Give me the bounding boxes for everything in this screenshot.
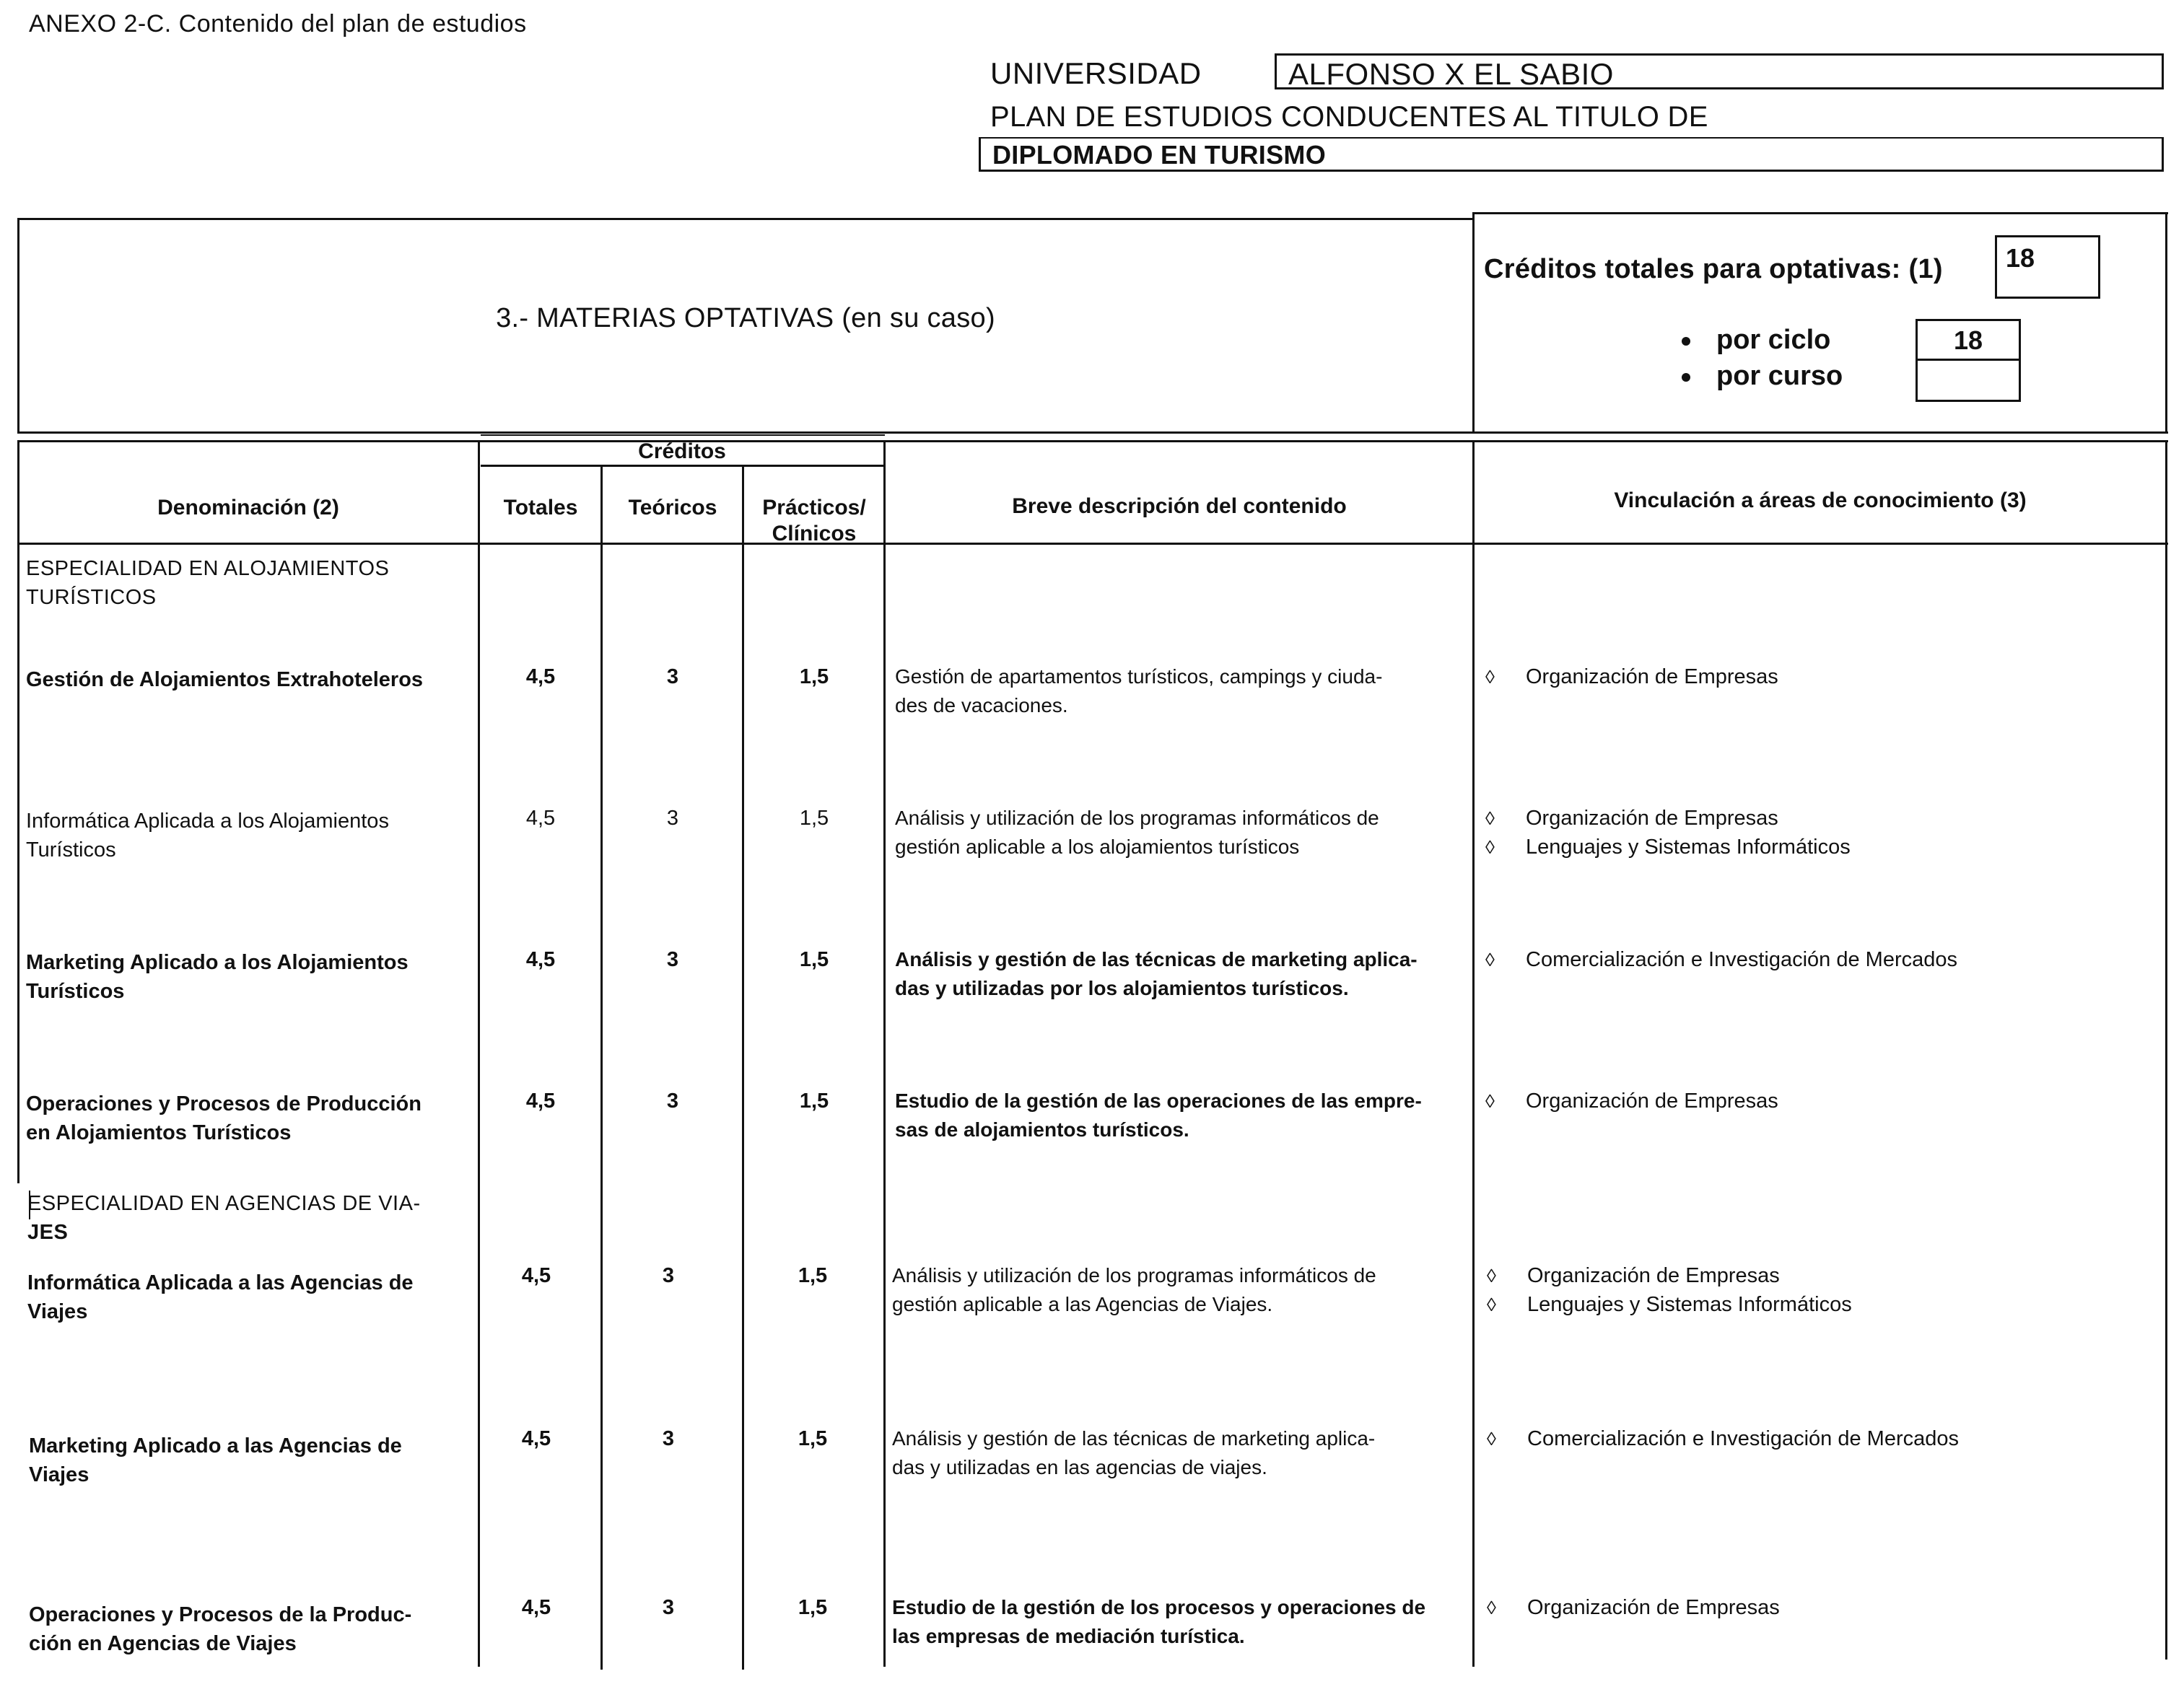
description-line1: Estudio de la gestión de los procesos y operaciones de [892,1596,1426,1618]
description-line1: Análisis y gestión de las técnicas de marketing aplica- [892,1427,1376,1450]
credits-practicos: 1,5 [799,665,829,688]
subject-description [895,804,1465,862]
area-item [1485,662,1778,691]
area-item [1485,833,1851,862]
credits-teoricos: 3 [666,948,679,971]
diamond-bullet-icon: ◊ [1485,666,1495,688]
subject-description [892,1261,1462,1319]
description-line2: des de vacaciones. [895,694,1068,716]
frame-line [17,440,19,1183]
description-line2: sas de alojamientos turísticos. [895,1118,1189,1141]
area-item [1485,1087,1778,1115]
credits-totales: 4,5 [521,1264,551,1287]
frame-line [1472,212,2168,214]
area-item [1485,804,1851,833]
area-item [1487,1261,1852,1290]
credits-totales: 4,5 [521,1427,551,1450]
section-title: 3.- MATERIAS OPTATIVAS (en su caso) [496,303,995,333]
col-creditos: Créditos [638,439,726,463]
degree-field: DIPLOMADO EN TURISMO [979,137,2164,172]
frame-line [478,440,480,1667]
por-curso-label: por curso [1716,361,1843,391]
description-line1: Análisis y gestión de las técnicas de marketing aplica- [895,948,1418,970]
description-line1: Análisis y utilización de los programas informáticos de [892,1264,1376,1286]
knowledge-areas [1487,1261,1852,1319]
bullet-icon [1682,373,1690,382]
subject-description [895,945,1465,1003]
section-heading-alojamientos [26,554,389,612]
subject-name [26,948,409,1006]
section-heading-line1: ESPECIALIDAD EN AGENCIAS DE VIA- [27,1192,421,1215]
frame-line [17,543,2168,545]
description-line2: das y utilizadas por los alojamientos turísticos. [895,977,1349,999]
subject-name [29,1600,411,1658]
subject-name-line1: Gestión de Alojamientos Extrahoteleros [26,668,424,691]
area-item [1487,1290,1852,1319]
diamond-bullet-icon: ◊ [1485,949,1495,970]
knowledge-areas [1485,1087,1778,1115]
por-ciclo-row [1682,325,1830,356]
area-item [1485,945,1957,974]
frame-line [600,465,603,1670]
subject-name-line2: en Alojamientos Turísticos [26,1121,292,1144]
area-label: Organización de Empresas [1527,1596,1780,1619]
subject-name [29,1432,402,1489]
subject-name-line1: Operaciones y Procesos de la Produc- [29,1603,412,1626]
subject-name-line1: Informática Aplicada a las Agencias de [27,1271,414,1294]
description-line1: Gestión de apartamentos turísticos, campings y ciuda- [895,665,1383,688]
frame-line [17,440,2168,442]
knowledge-areas [1485,804,1851,862]
col-denominacion: Denominación (2) [157,496,339,520]
plan-label: PLAN DE ESTUDIOS CONDUCENTES AL TITULO DE [990,101,1708,133]
university-label: UNIVERSIDAD [990,56,1202,90]
area-label: Organización de Empresas [1526,665,1778,688]
section-heading-agencias [27,1189,421,1247]
frame-line [883,440,886,1667]
section-heading-line1: ESPECIALIDAD EN ALOJAMIENTOS [26,557,390,580]
subject-name [26,1090,421,1147]
frame-line [2165,212,2167,431]
area-label: Organización de Empresas [1526,1090,1778,1113]
diamond-bullet-icon: ◊ [1485,836,1495,858]
optativas-credits-label: Créditos totales para optativas: (1) [1484,254,1943,284]
section-heading-line2: JES [27,1221,69,1244]
por-ciclo-value: 18 [1916,319,2021,361]
credits-totales: 4,5 [525,665,556,688]
annex-prefix: ANEXO 2-C. [29,10,172,38]
area-item [1487,1593,1780,1622]
description-line2: gestión aplicable a los alojamientos turísticos [895,836,1300,858]
credits-teoricos: 3 [662,1427,675,1450]
diamond-bullet-icon: ◊ [1487,1597,1496,1618]
subject-description [895,662,1465,720]
frame-line [481,434,885,436]
credits-totales: 4,5 [525,948,556,971]
subject-name-line1: Marketing Aplicado a los Alojamientos [26,951,409,974]
col-vinculacion: Vinculación a áreas de conocimiento (3) [1614,488,2027,512]
por-curso-row [1682,361,1843,392]
area-label: Comercialización e Investigación de Mercados [1527,1427,1960,1450]
area-label: Lenguajes y Sistemas Informáticos [1527,1293,1852,1316]
description-line1: Estudio de la gestión de las operaciones de las empre- [895,1090,1422,1112]
description-line2: gestión aplicable a las Agencias de Viajes. [892,1293,1273,1315]
subject-name-line2: ción en Agencias de Viajes [29,1632,297,1655]
frame-line [17,218,1472,220]
credits-teoricos: 3 [662,1596,675,1619]
credits-teoricos: 3 [666,665,679,688]
credits-practicos: 1,5 [799,807,829,830]
credits-practicos: 1,5 [799,1090,829,1113]
col-descripcion: Breve descripción del contenido [1012,494,1347,518]
knowledge-areas [1487,1593,1780,1622]
subject-name [26,807,389,864]
annex-heading [29,10,527,38]
credits-practicos: 1,5 [798,1427,828,1450]
subject-name-line2: Viajes [29,1463,89,1486]
diamond-bullet-icon: ◊ [1485,1090,1495,1112]
subject-name-line1: Marketing Aplicado a las Agencias de [29,1434,402,1458]
subject-name-line2: Turísticos [26,980,125,1003]
credits-practicos: 1,5 [798,1596,828,1619]
subject-name-line2: Viajes [27,1300,88,1323]
credits-totales: 4,5 [525,1090,556,1113]
frame-line [1472,440,1475,1667]
bullet-icon [1682,337,1690,346]
col-practicos-line1: Prácticos/ [762,496,866,520]
credits-teoricos: 3 [662,1264,675,1287]
col-totales: Totales [503,496,578,520]
diamond-bullet-icon: ◊ [1485,807,1495,829]
area-label: Organización de Empresas [1527,1264,1780,1287]
credits-totales: 4,5 [525,807,556,830]
description-line1: Análisis y utilización de los programas informáticos de [895,807,1379,829]
subject-name [27,1268,414,1326]
annex-title: Contenido del plan de estudios [178,10,527,38]
knowledge-areas [1487,1424,1959,1453]
description-line2: das y utilizadas en las agencias de viajes. [892,1456,1267,1478]
diamond-bullet-icon: ◊ [1487,1294,1496,1315]
credits-practicos: 1,5 [799,948,829,971]
frame-line [1472,212,1475,431]
knowledge-areas [1485,662,1778,691]
subject-name-line2: Turísticos [26,838,116,862]
col-practicos [745,495,883,547]
area-label: Organización de Empresas [1526,807,1778,830]
subject-name-line1: Informática Aplicada a los Alojamientos [26,810,389,833]
university-name-field: ALFONSO X EL SABIO [1275,53,2164,89]
description-line2: las empresas de mediación turística. [892,1625,1245,1647]
frame-line [2165,440,2167,1660]
optativas-credits-total: 18 [1995,235,2100,299]
diamond-bullet-icon: ◊ [1487,1265,1496,1286]
subject-description [895,1087,1465,1144]
por-curso-value [1916,359,2021,402]
frame-line [742,465,744,1670]
diamond-bullet-icon: ◊ [1487,1428,1496,1450]
por-ciclo-label: por ciclo [1716,325,1831,355]
area-item [1487,1424,1959,1453]
subject-name-line1: Operaciones y Procesos de Producción [26,1092,421,1115]
knowledge-areas [1485,945,1957,974]
col-teoricos: Teóricos [628,496,717,520]
credits-teoricos: 3 [666,1090,679,1113]
credits-practicos: 1,5 [798,1264,828,1287]
col-practicos-line2: Clínicos [772,522,857,545]
subject-description [892,1424,1462,1482]
area-label: Comercialización e Investigación de Mercados [1526,948,1958,971]
frame-line [17,431,2168,434]
subject-description [892,1593,1462,1651]
subject-name [26,665,423,694]
section-heading-line2: TURÍSTICOS [26,586,157,609]
credits-totales: 4,5 [521,1596,551,1619]
area-label: Lenguajes y Sistemas Informáticos [1526,836,1851,859]
frame-line [481,465,885,467]
credits-teoricos: 3 [666,807,679,830]
